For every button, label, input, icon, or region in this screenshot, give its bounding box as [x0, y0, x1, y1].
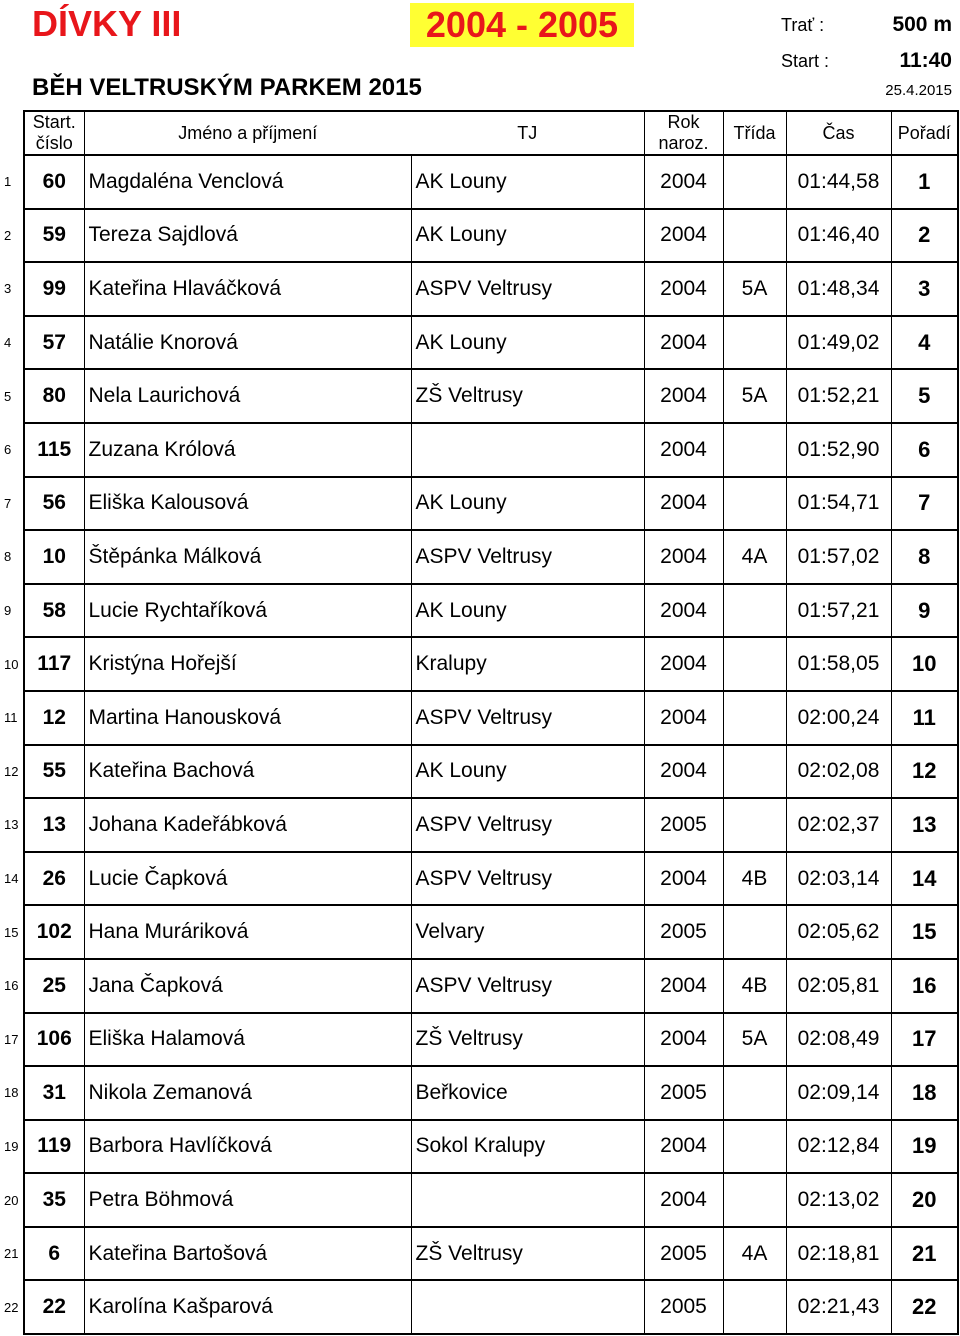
table-row [0, 316, 958, 370]
club-name: ZŠ Veltrusy [411, 1227, 644, 1281]
header-time: Čas [786, 111, 891, 155]
row-index: 12 [4, 763, 19, 779]
birth-year: 2004 [644, 423, 723, 477]
table-row [0, 637, 958, 691]
row-index: 3 [4, 281, 12, 297]
school-class [723, 584, 786, 638]
rank: 17 [891, 1013, 958, 1067]
birth-year: 2004 [644, 155, 723, 209]
runner-name: Eliška Halamová [84, 1013, 411, 1067]
runner-name: Hana Muráriková [84, 905, 411, 959]
header-start-line1: Start. [32, 112, 76, 132]
runner-name: Natálie Knorová [84, 316, 411, 370]
table-row [0, 423, 958, 477]
birth-year: 2004 [644, 637, 723, 691]
rank: 14 [891, 852, 958, 906]
finish-time: 02:05,62 [786, 905, 891, 959]
runner-name: Kateřina Hlaváčková [84, 262, 411, 316]
school-class: 4B [723, 852, 786, 906]
rank: 2 [891, 209, 958, 263]
table-row [0, 1227, 958, 1281]
start-number: 59 [24, 209, 84, 263]
club-name: AK Louny [411, 209, 644, 263]
row-index: 17 [4, 1031, 19, 1047]
runner-name: Kateřina Bartošová [84, 1227, 411, 1281]
header-class: Třída [723, 111, 786, 155]
school-class [723, 745, 786, 799]
results-body [0, 155, 958, 1334]
school-class [723, 477, 786, 531]
rank: 8 [891, 530, 958, 584]
runner-name: Martina Hanousková [84, 691, 411, 745]
school-class [723, 423, 786, 477]
school-class [723, 1173, 786, 1227]
row-index: 22 [4, 1299, 19, 1315]
rank: 20 [891, 1173, 958, 1227]
rank: 13 [891, 798, 958, 852]
rank: 4 [891, 316, 958, 370]
finish-time: 01:46,40 [786, 209, 891, 263]
row-index: 5 [4, 388, 12, 404]
club-name [411, 1280, 644, 1334]
start-number: 58 [24, 584, 84, 638]
start-number: 12 [24, 691, 84, 745]
club-name: ASPV Veltrusy [411, 959, 644, 1013]
birth-year: 2004 [644, 959, 723, 1013]
rank: 21 [891, 1227, 958, 1281]
runner-name: Štěpánka Málková [84, 530, 411, 584]
runner-name: Eliška Kalousová [84, 477, 411, 531]
finish-time: 01:44,58 [786, 155, 891, 209]
club-name: Velvary [411, 905, 644, 959]
club-name: AK Louny [411, 745, 644, 799]
runner-name: Magdaléna Venclová [84, 155, 411, 209]
row-index: 19 [4, 1138, 19, 1154]
rank: 1 [891, 155, 958, 209]
finish-time: 01:52,90 [786, 423, 891, 477]
finish-time: 02:02,37 [786, 798, 891, 852]
birth-year: 2004 [644, 1120, 723, 1174]
runner-name: Lucie Čapková [84, 852, 411, 906]
table-row [0, 155, 958, 209]
finish-time: 02:03,14 [786, 852, 891, 906]
birth-year: 2004 [644, 852, 723, 906]
birth-year: 2004 [644, 262, 723, 316]
header-year-line1: Rok [667, 112, 700, 132]
header-name: Jméno a příjmení [84, 111, 411, 155]
table-header-row [0, 111, 958, 155]
start-number: 99 [24, 262, 84, 316]
school-class: 4A [723, 530, 786, 584]
club-name [411, 1173, 644, 1227]
birth-year: 2004 [644, 477, 723, 531]
row-index: 1 [4, 174, 12, 190]
table-row [0, 1120, 958, 1174]
club-name: Beřkovice [411, 1066, 644, 1120]
row-index: 10 [4, 656, 19, 672]
start-number: 60 [24, 155, 84, 209]
start-time-value: 11:40 [899, 49, 952, 72]
table-row [0, 477, 958, 531]
runner-name: Jana Čapková [84, 959, 411, 1013]
start-number: 6 [24, 1227, 84, 1281]
finish-time: 01:48,34 [786, 262, 891, 316]
school-class: 4A [723, 1227, 786, 1281]
row-index: 15 [4, 924, 19, 940]
start-number: 26 [24, 852, 84, 906]
birth-year: 2005 [644, 1280, 723, 1334]
finish-time: 02:21,43 [786, 1280, 891, 1334]
start-time-label: Start : [781, 51, 830, 71]
runner-name: Johana Kadeřábková [84, 798, 411, 852]
runner-name: Lucie Rychtaříková [84, 584, 411, 638]
row-index: 8 [4, 549, 12, 565]
row-index: 13 [4, 817, 19, 833]
rank: 9 [891, 584, 958, 638]
table-row [0, 798, 958, 852]
club-name: AK Louny [411, 477, 644, 531]
school-class [723, 1280, 786, 1334]
table-row [0, 745, 958, 799]
race-name: BĚH VELTRUSKÝM PARKEM 2015 [32, 74, 422, 101]
finish-time: 01:52,21 [786, 369, 891, 423]
finish-time: 01:49,02 [786, 316, 891, 370]
school-class [723, 691, 786, 745]
header-start-number [24, 111, 84, 155]
school-class [723, 637, 786, 691]
runner-name: Kateřina Bachová [84, 745, 411, 799]
header-club: TJ [411, 111, 644, 155]
club-name: ASPV Veltrusy [411, 852, 644, 906]
start-number: 35 [24, 1173, 84, 1227]
finish-time: 01:57,21 [786, 584, 891, 638]
table-row [0, 1280, 958, 1334]
club-name [411, 423, 644, 477]
finish-time: 02:18,81 [786, 1227, 891, 1281]
finish-time: 01:57,02 [786, 530, 891, 584]
table-row [0, 262, 958, 316]
school-class [723, 316, 786, 370]
runner-name: Zuzana Królová [84, 423, 411, 477]
birth-year: 2005 [644, 1227, 723, 1281]
start-number: 106 [24, 1013, 84, 1067]
rank: 18 [891, 1066, 958, 1120]
table-row [0, 1013, 958, 1067]
start-number: 102 [24, 905, 84, 959]
club-name: ASPV Veltrusy [411, 262, 644, 316]
header-start-line2: číslo [35, 133, 73, 153]
finish-time: 02:05,81 [786, 959, 891, 1013]
start-number: 13 [24, 798, 84, 852]
birth-year: 2005 [644, 1066, 723, 1120]
birth-year: 2004 [644, 369, 723, 423]
school-class [723, 905, 786, 959]
school-class: 5A [723, 369, 786, 423]
club-name: ASPV Veltrusy [411, 798, 644, 852]
birth-year: 2005 [644, 798, 723, 852]
rank: 3 [891, 262, 958, 316]
runner-name: Nikola Zemanová [84, 1066, 411, 1120]
row-index: 7 [4, 495, 12, 511]
results-table [0, 110, 959, 1335]
table-row [0, 852, 958, 906]
finish-time: 02:02,08 [786, 745, 891, 799]
runner-name: Petra Böhmová [84, 1173, 411, 1227]
distance-label: Trať : [781, 15, 825, 35]
start-number: 80 [24, 369, 84, 423]
row-index: 21 [4, 1246, 19, 1262]
birth-year: 2004 [644, 584, 723, 638]
birth-year: 2005 [644, 905, 723, 959]
category-title: DÍVKY III [32, 3, 182, 44]
birth-year: 2004 [644, 530, 723, 584]
birth-year: 2004 [644, 316, 723, 370]
table-row [0, 584, 958, 638]
finish-time: 02:13,02 [786, 1173, 891, 1227]
row-index: 16 [4, 978, 19, 994]
school-class [723, 1120, 786, 1174]
club-name: AK Louny [411, 316, 644, 370]
club-name: AK Louny [411, 584, 644, 638]
school-class: 5A [723, 1013, 786, 1067]
table-row [0, 959, 958, 1013]
start-number: 10 [24, 530, 84, 584]
rank: 5 [891, 369, 958, 423]
club-name: ZŠ Veltrusy [411, 1013, 644, 1067]
rank: 7 [891, 477, 958, 531]
rank: 22 [891, 1280, 958, 1334]
row-index: 11 [4, 710, 18, 726]
rank: 6 [891, 423, 958, 477]
club-name: Sokol Kralupy [411, 1120, 644, 1174]
start-number: 25 [24, 959, 84, 1013]
runner-name: Barbora Havlíčková [84, 1120, 411, 1174]
row-index: 9 [4, 603, 12, 619]
rank: 10 [891, 637, 958, 691]
table-row [0, 1066, 958, 1120]
school-class [723, 1066, 786, 1120]
years-badge: 2004 - 2005 [410, 3, 634, 47]
start-number: 55 [24, 745, 84, 799]
birth-year: 2004 [644, 209, 723, 263]
finish-time: 02:08,49 [786, 1013, 891, 1067]
row-index: 2 [4, 227, 12, 243]
row-index: 14 [4, 871, 19, 887]
header-index-spacer [0, 111, 24, 155]
school-class: 4B [723, 959, 786, 1013]
rank: 19 [891, 1120, 958, 1174]
birth-year: 2004 [644, 745, 723, 799]
start-number: 31 [24, 1066, 84, 1120]
club-name: ASPV Veltrusy [411, 530, 644, 584]
birth-year: 2004 [644, 1013, 723, 1067]
row-index: 20 [4, 1192, 19, 1208]
finish-time: 01:54,71 [786, 477, 891, 531]
finish-time: 02:00,24 [786, 691, 891, 745]
start-number: 117 [24, 637, 84, 691]
school-class [723, 155, 786, 209]
finish-time: 01:58,05 [786, 637, 891, 691]
runner-name: Tereza Sajdlová [84, 209, 411, 263]
header-birth-year [644, 111, 723, 155]
club-name: ASPV Veltrusy [411, 691, 644, 745]
school-class [723, 798, 786, 852]
row-index: 6 [4, 442, 12, 458]
table-row [0, 209, 958, 263]
rank: 12 [891, 745, 958, 799]
row-index: 4 [4, 335, 12, 351]
header-rank: Pořadí [891, 111, 958, 155]
start-number: 119 [24, 1120, 84, 1174]
row-index: 18 [4, 1085, 19, 1101]
club-name: AK Louny [411, 155, 644, 209]
finish-time: 02:12,84 [786, 1120, 891, 1174]
table-row [0, 691, 958, 745]
start-number: 115 [24, 423, 84, 477]
header-year-line2: naroz. [658, 133, 709, 153]
race-date: 25.4.2015 [885, 82, 952, 99]
school-class: 5A [723, 262, 786, 316]
start-number: 57 [24, 316, 84, 370]
rank: 16 [891, 959, 958, 1013]
runner-name: Karolína Kašparová [84, 1280, 411, 1334]
table-row [0, 530, 958, 584]
runner-name: Nela Laurichová [84, 369, 411, 423]
rank: 11 [891, 691, 958, 745]
table-row [0, 905, 958, 959]
rank: 15 [891, 905, 958, 959]
club-name: Kralupy [411, 637, 644, 691]
start-number: 56 [24, 477, 84, 531]
table-row [0, 1173, 958, 1227]
birth-year: 2004 [644, 1173, 723, 1227]
club-name: ZŠ Veltrusy [411, 369, 644, 423]
finish-time: 02:09,14 [786, 1066, 891, 1120]
start-number: 22 [24, 1280, 84, 1334]
runner-name: Kristýna Hořejší [84, 637, 411, 691]
table-row [0, 369, 958, 423]
birth-year: 2004 [644, 691, 723, 745]
school-class [723, 209, 786, 263]
distance-value: 500 m [892, 13, 952, 36]
